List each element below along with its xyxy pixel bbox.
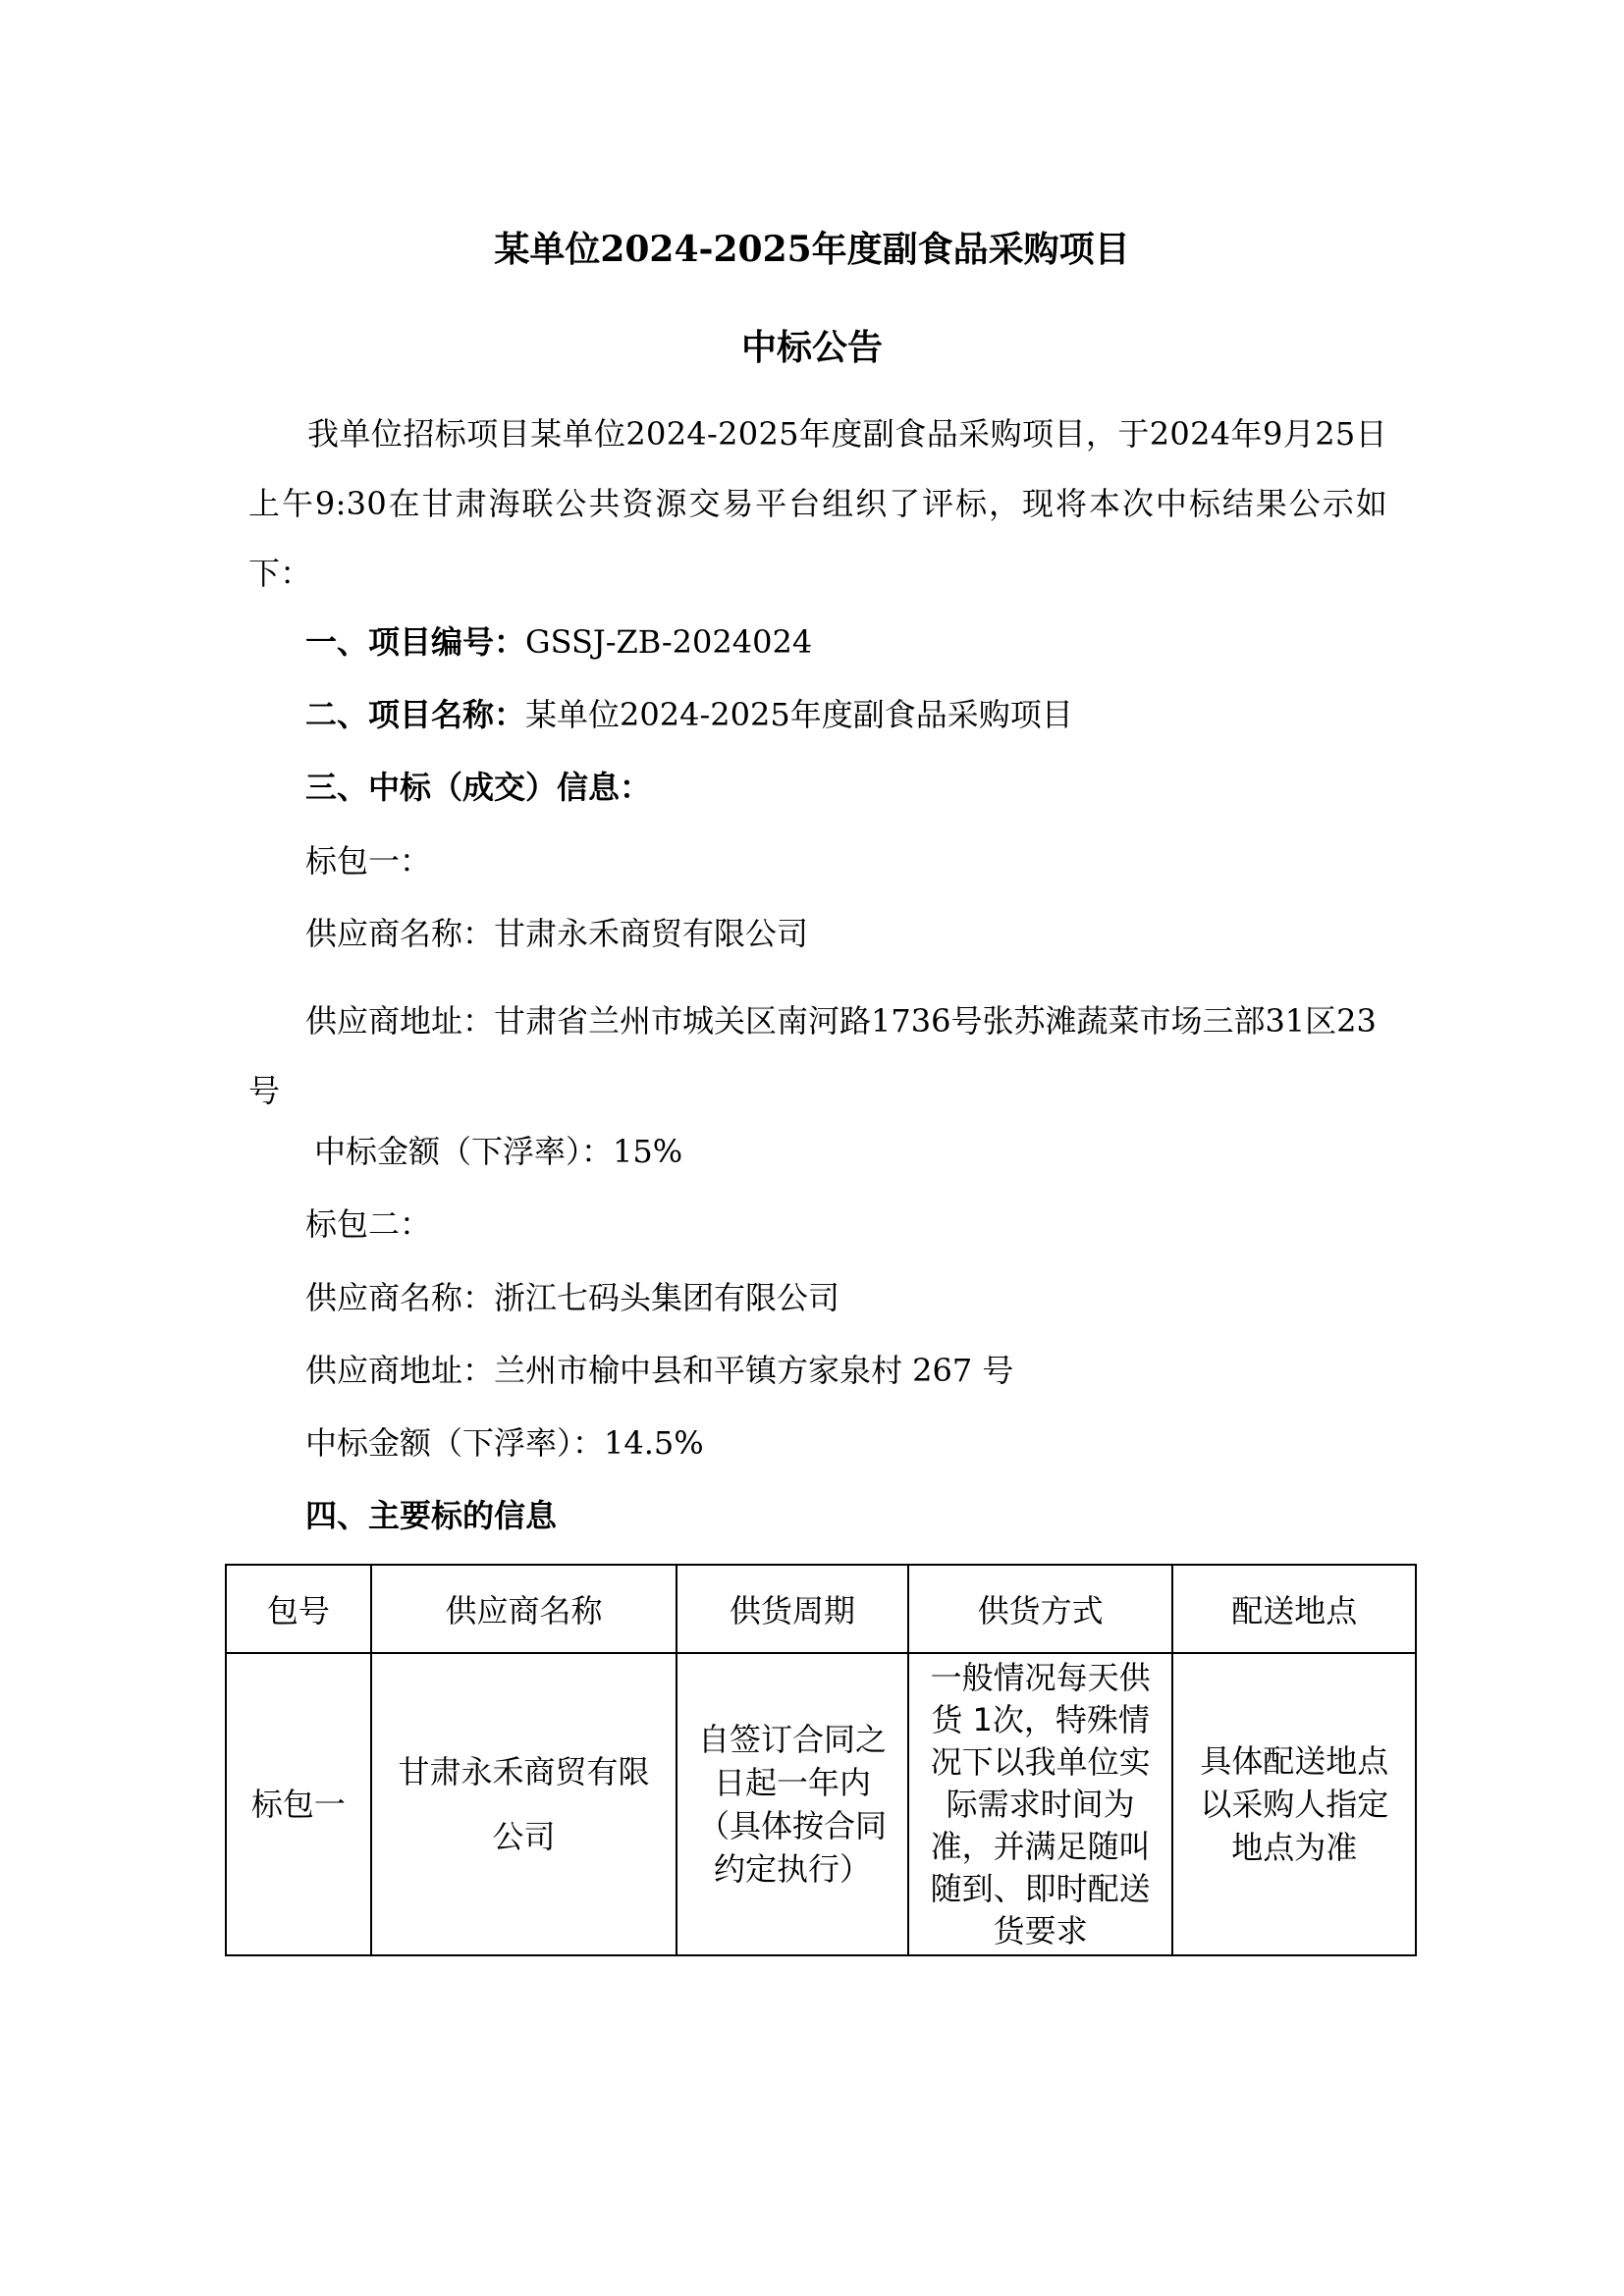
intro-paragraph: 我单位招标项目某单位2024-2025年度副食品采购项目，于2024年9月25日上午9:30在甘肃海联公共资源交易平台组织了评标，现将本次中标结果公示如下：: [248, 415, 1387, 592]
main-info-heading: [305, 1494, 557, 1537]
header-supplier: 供应商名称: [371, 1565, 677, 1653]
lot1-amount: 中标金额（下浮率）：15%: [314, 1133, 683, 1170]
project-name-value: 某单位2024-2025年度副食品采购项目: [525, 696, 1073, 733]
main-info-table: [225, 1564, 1417, 1956]
award-info-label: 三、中标（成交）信息：: [305, 769, 652, 806]
table-header-row: [226, 1565, 1416, 1653]
cell-location: 具体配送地点 以采购人指定 地点为准: [1172, 1653, 1416, 1955]
header-location: 配送地点: [1172, 1565, 1416, 1653]
lot2-supplier-name: 供应商名称：浙江七码头集团有限公司: [305, 1279, 840, 1316]
award-info-heading: [305, 766, 651, 809]
cell-supplier: 甘肃永禾商贸有限 公司: [371, 1653, 677, 1955]
lot2-supplier-address: 供应商地址：兰州市榆中县和平镇方家泉村 267 号: [305, 1352, 1014, 1389]
cell-method: 一般情况每天供 货 1次，特殊情 况下以我单位实 际需求时间为 准，并满足随叫 随到、即时配送 货要求: [908, 1653, 1173, 1955]
cell-period: 自签订合同之 日起一年内 （具体按合同 约定执行）: [677, 1653, 908, 1955]
project-name-label: 二、项目名称：: [305, 696, 526, 733]
cell-lot: 标包一: [226, 1653, 371, 1955]
lot1-heading: 标包一：: [305, 842, 432, 880]
project-number-value: GSSJ-ZB-2024024: [525, 623, 813, 661]
table-row: [226, 1653, 1416, 1955]
document-subtitle: 中标公告: [740, 327, 883, 368]
project-name-line: [305, 693, 1073, 736]
header-method: 供货方式: [908, 1565, 1173, 1653]
lot2-amount: 中标金额（下浮率）：14.5%: [305, 1424, 704, 1462]
lot1-supplier-address: 供应商地址：甘肃省兰州市城关区南河路1736号张苏滩蔬菜市场三部31区23号: [248, 1002, 1377, 1109]
main-info-label: 四、主要标的信息: [305, 1497, 558, 1534]
project-number-label: 一、项目编号：: [305, 623, 526, 661]
project-number-line: [305, 620, 812, 664]
lot2-heading: 标包二：: [305, 1205, 432, 1243]
header-period: 供货周期: [677, 1565, 908, 1653]
lot1-supplier-name: 供应商名称：甘肃永禾商贸有限公司: [305, 915, 809, 952]
header-lot: 包号: [226, 1565, 371, 1653]
document-title: 某单位2024-2025年度副食品采购项目: [494, 229, 1130, 270]
